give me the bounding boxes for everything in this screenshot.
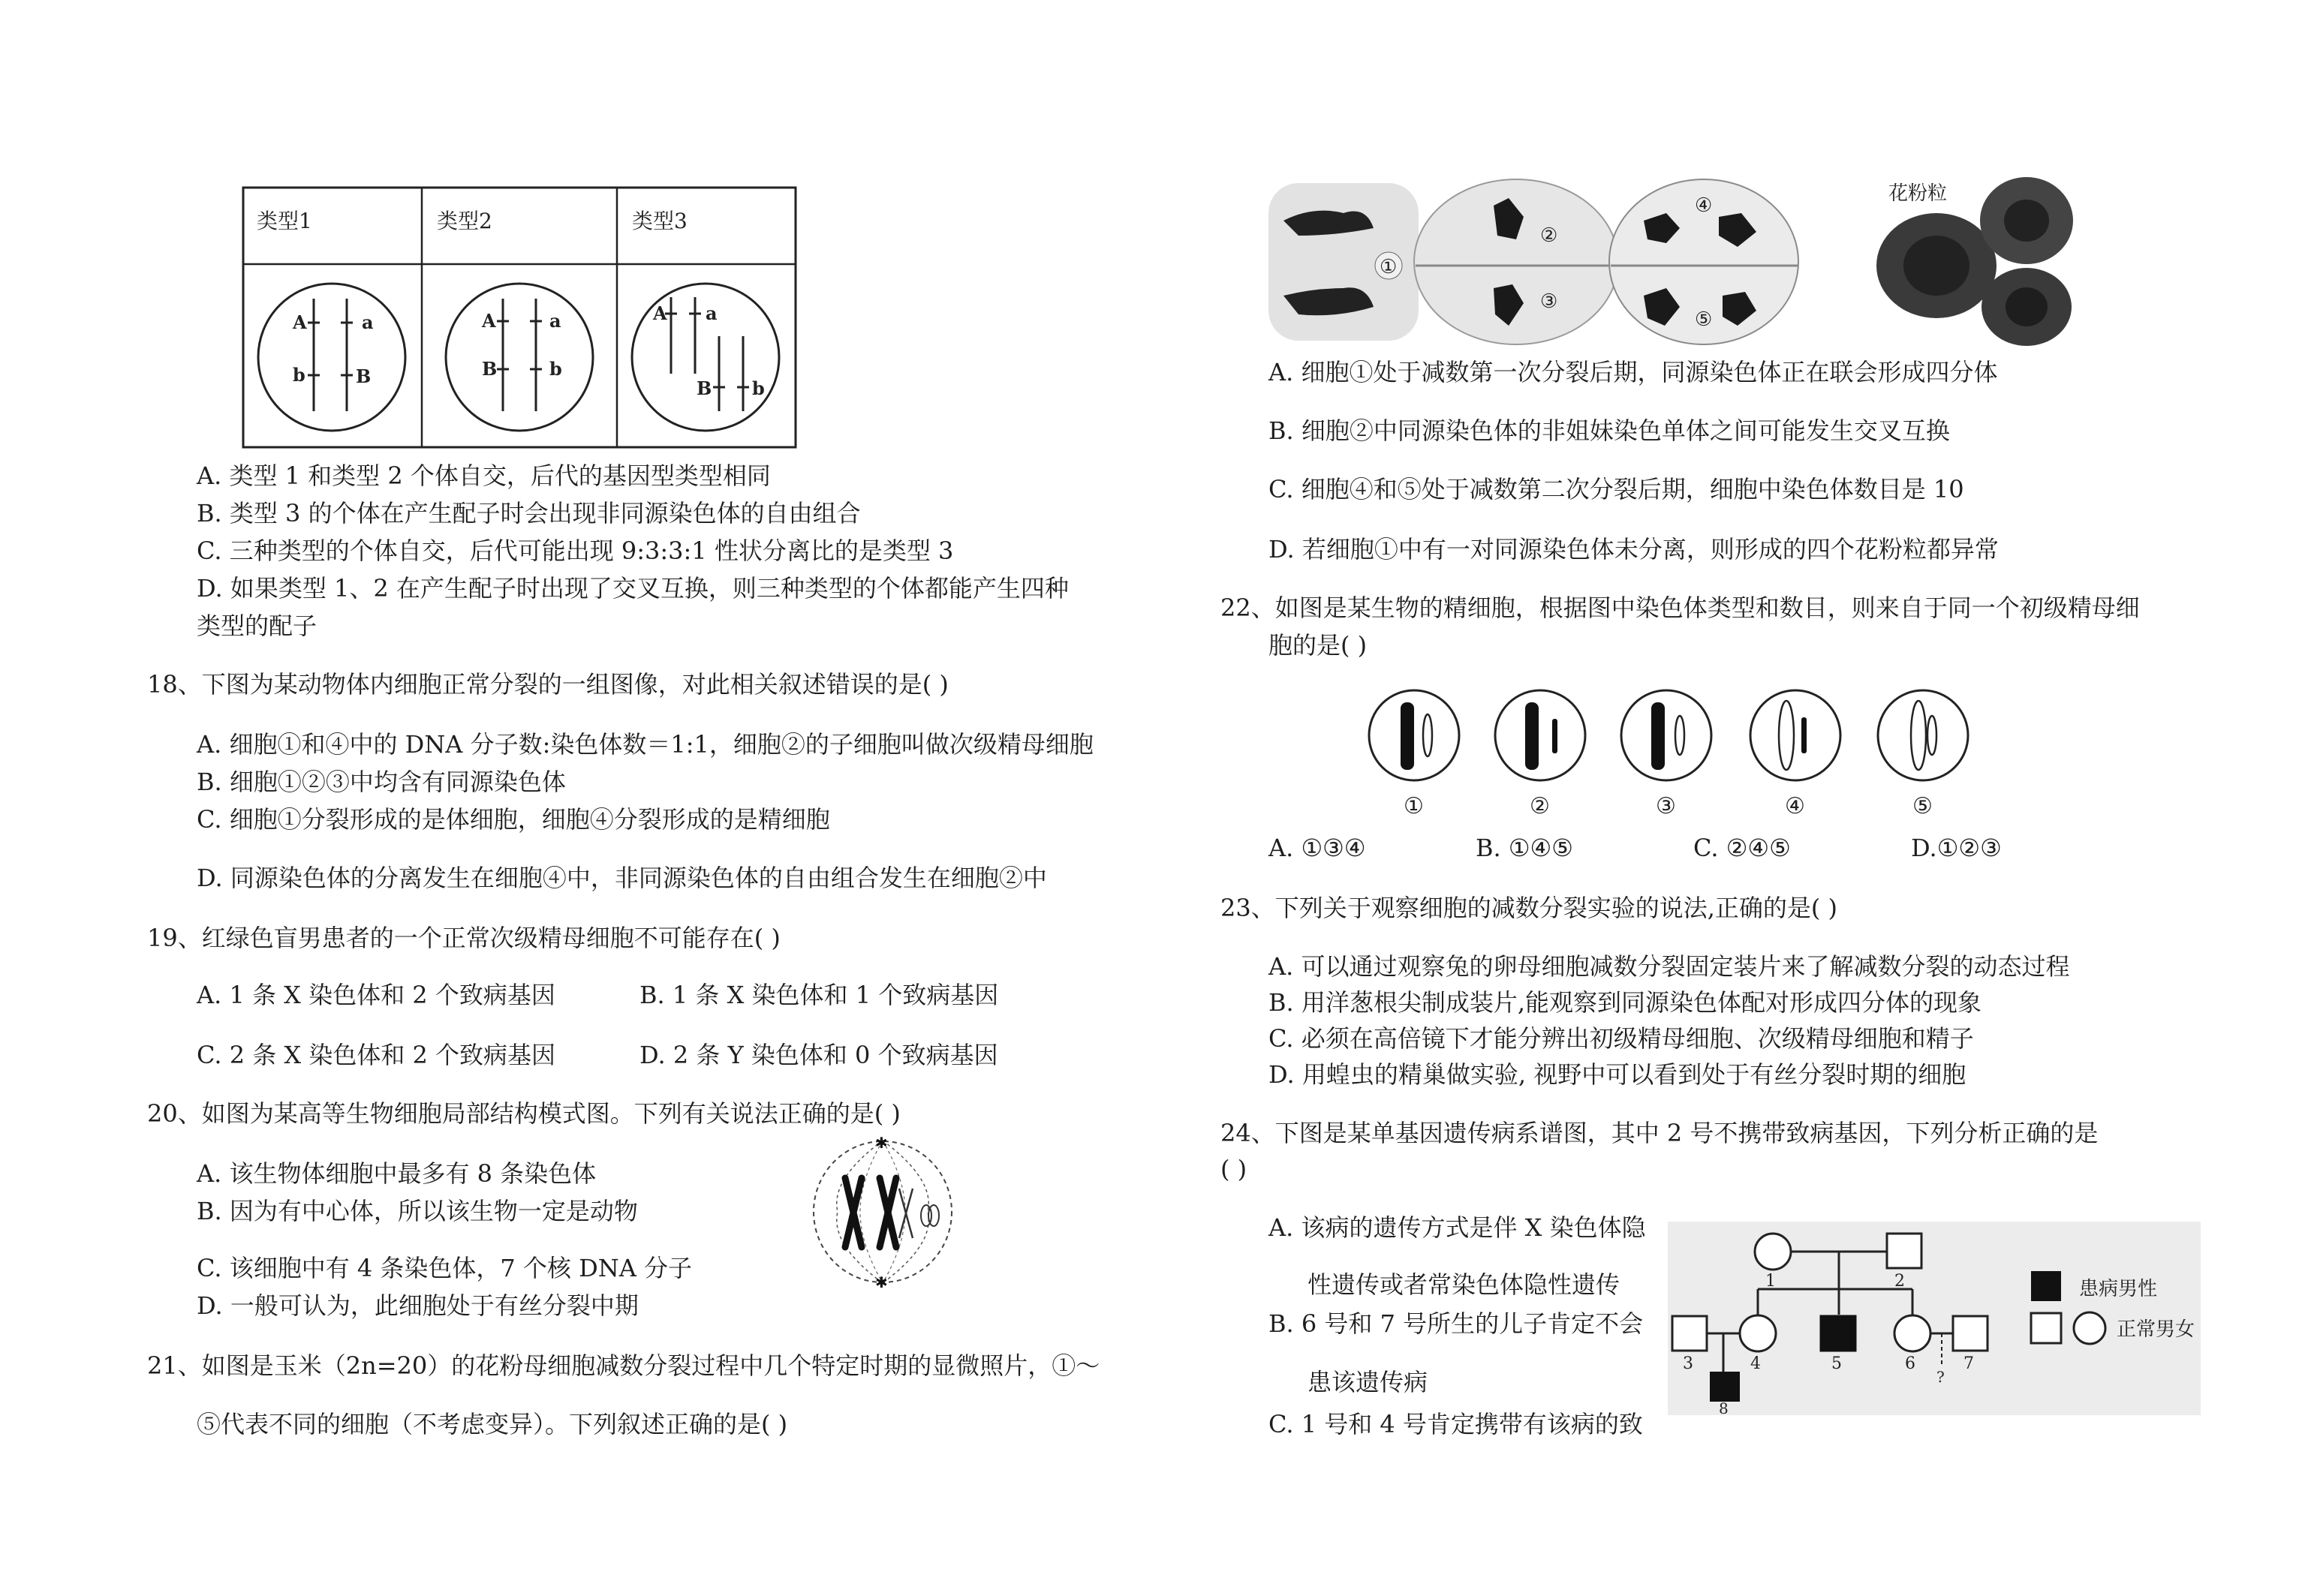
cell-label-3: ③	[1540, 290, 1558, 313]
q19-stem: 19、红绿色盲男患者的一个正常次级精母细胞不可能存在( )	[147, 924, 781, 952]
q17-genotype-figure	[242, 186, 797, 449]
q23-option-d: D. 用蝗虫的精巢做实验, 视野中可以看到处于有丝分裂时期的细胞	[1268, 1060, 1966, 1089]
q24-option-b-line1: B. 6 号和 7 号所生的儿子肯定不会	[1268, 1309, 1644, 1338]
sperm-cell-5	[1878, 690, 1968, 819]
pedigree-num-3: 3	[1683, 1354, 1693, 1373]
q24-stem-line1: 24、下图是某单基因遗传病系谱图，其中 2 号不携带致病基因，下列分析正确的是	[1220, 1119, 2099, 1147]
q18-option-d: D. 同源染色体的分离发生在细胞④中，非同源染色体的自由组合发生在细胞②中	[197, 864, 1047, 892]
q23-option-b: B. 用洋葱根尖制成装片,能观察到同源染色体配对形成四分体的现象	[1268, 988, 1982, 1017]
pedigree-unknown: ?	[1936, 1368, 1945, 1386]
type2-label: 类型2	[437, 209, 492, 233]
svg-text:a: a	[706, 302, 718, 324]
q22-option-a: A. ①③④	[1268, 834, 1366, 862]
pedigree-num-1: 1	[1765, 1272, 1776, 1291]
q19-option-c: C. 2 条 X 染色体和 2 个致病基因	[197, 1041, 556, 1069]
sperm-label-4: ④	[1785, 793, 1805, 819]
sperm-cell-4	[1750, 690, 1840, 819]
legend-normal: 正常男女	[2117, 1318, 2195, 1341]
pedigree-num-5: 5	[1831, 1354, 1842, 1373]
q21-option-a: A. 细胞①处于减数第一次分裂后期，同源染色体正在联会形成四分体	[1268, 358, 1998, 386]
q22-sperm-cells-figure	[1366, 689, 1982, 824]
svg-text:A: A	[482, 310, 496, 332]
q22-option-d: D.①②③	[1911, 834, 2002, 862]
cell-label-1: ①	[1380, 256, 1398, 278]
q17-option-c: C. 三种类型的个体自交，后代可能出现 9:3:3:1 性状分离比的是类型 3	[197, 537, 954, 565]
q18-option-a: A. 细胞①和④中的 DNA 分子数:染色体数＝1:1，细胞②的子细胞叫做次级精母细胞	[197, 730, 1094, 759]
pedigree-num-7: 7	[1963, 1354, 1974, 1373]
q20-option-d: D. 一般可认为，此细胞处于有丝分裂中期	[197, 1291, 639, 1320]
q20-option-a: A. 该生物体细胞中最多有 8 条染色体	[197, 1159, 597, 1188]
q17-option-b: B. 类型 3 的个体在产生配子时会出现非同源染色体的自由组合	[197, 499, 861, 527]
sperm-label-5: ⑤	[1912, 793, 1933, 819]
cell-label-4: ④	[1695, 194, 1713, 217]
q21-option-c: C. 细胞④和⑤处于减数第二次分裂后期，细胞中染色体数目是 10	[1268, 475, 1964, 503]
q22-stem-line2: 胞的是( )	[1268, 631, 1368, 660]
micrograph-cell-1	[1268, 183, 1419, 341]
q18-option-b: B. 细胞①②③中均含有同源染色体	[197, 768, 566, 796]
q19-option-b: B. 1 条 X 染色体和 1 个致病基因	[639, 981, 999, 1009]
q19-option-a: A. 1 条 X 染色体和 2 个致病基因	[197, 981, 555, 1009]
type1-label: 类型1	[257, 209, 312, 233]
svg-text:A: A	[653, 302, 667, 324]
q20-option-c: C. 该细胞中有 4 条染色体，7 个核 DNA 分子	[197, 1254, 693, 1282]
q20-option-b: B. 因为有中心体，所以该生物一定是动物	[197, 1197, 638, 1225]
svg-text:b: b	[293, 364, 305, 386]
q17-option-a: A. 类型 1 和类型 2 个体自交，后代的基因型类型相同	[197, 461, 771, 490]
type3-cell-diagram	[632, 284, 779, 431]
q24-option-b-line2: 患该遗传病	[1307, 1368, 1428, 1396]
pedigree-num-4: 4	[1750, 1354, 1761, 1373]
q21-option-d: D. 若细胞①中有一对同源染色体未分离，则形成的四个花粉粒都异常	[1268, 535, 1999, 564]
svg-text:✱: ✱	[875, 1273, 888, 1289]
q19-option-d: D. 2 条 Y 染色体和 0 个致病基因	[639, 1041, 998, 1069]
svg-text:A: A	[293, 311, 307, 333]
legend-affected-male: 患病男性	[2079, 1278, 2158, 1300]
svg-text:a: a	[362, 311, 374, 333]
sperm-label-2: ②	[1530, 793, 1550, 819]
q22-option-c: C. ②④⑤	[1693, 834, 1791, 862]
cell-label-2: ②	[1540, 224, 1558, 247]
sperm-cell-1	[1369, 690, 1459, 819]
sperm-label-3: ③	[1656, 793, 1676, 819]
pedigree-num-8: 8	[1719, 1399, 1729, 1415]
type3-label: 类型3	[632, 209, 688, 233]
svg-text:b: b	[752, 377, 765, 399]
q21-micrograph-figure	[1268, 176, 2079, 348]
q20-spindle-figure	[808, 1135, 958, 1289]
svg-text:B: B	[482, 358, 498, 380]
svg-text:B: B	[356, 365, 372, 387]
q23-option-a: A. 可以通过观察兔的卵母细胞减数分裂固定装片来了解减数分裂的动态过程	[1268, 952, 2070, 981]
q23-option-c: C. 必须在高倍镜下才能分辨出初级精母细胞、次级精母细胞和精子	[1268, 1024, 1974, 1053]
micrograph-pollen-grains	[1876, 177, 2073, 346]
svg-text:b: b	[549, 358, 562, 380]
cell-label-5: ⑤	[1695, 308, 1713, 331]
type2-cell-diagram	[446, 284, 593, 431]
pedigree-num-6: 6	[1905, 1354, 1915, 1373]
q24-option-a-line2: 性遗传或者常染色体隐性遗传	[1307, 1270, 1620, 1299]
q22-option-b: B. ①④⑤	[1476, 834, 1573, 862]
q21-option-b: B. 细胞②中同源染色体的非姐妹染色单体之间可能发生交叉互换	[1268, 416, 1950, 445]
micrograph-cell-4-5	[1609, 179, 1798, 344]
q20-stem: 20、如图为某高等生物细胞局部结构模式图。下列有关说法正确的是( )	[147, 1099, 901, 1128]
q24-option-c-line1: C. 1 号和 4 号肯定携带有该病的致	[1268, 1410, 1643, 1438]
q24-pedigree-chart	[1668, 1222, 2201, 1415]
sperm-cell-2	[1495, 690, 1585, 819]
sperm-label-1: ①	[1404, 793, 1424, 819]
q17-option-d-line2: 类型的配子	[197, 612, 317, 640]
sperm-cell-3	[1621, 690, 1711, 819]
svg-text:B: B	[697, 377, 712, 399]
q22-stem-line1: 22、如图是某生物的精细胞，根据图中染色体类型和数目，则来自于同一个初级精母细	[1220, 594, 2140, 622]
svg-text:a: a	[549, 310, 561, 332]
q23-stem: 23、下列关于观察细胞的减数分裂实验的说法,正确的是( )	[1220, 894, 1838, 922]
q24-option-a-line1: A. 该病的遗传方式是伴 X 染色体隐	[1268, 1213, 1646, 1242]
q18-stem: 18、下图为某动物体内细胞正常分裂的一组图像，对此相关叙述错误的是( )	[147, 670, 949, 699]
type1-cell-diagram	[258, 284, 405, 431]
micrograph-cell-2-3	[1414, 179, 1618, 344]
pollen-label: 花粉粒	[1888, 182, 1948, 205]
svg-text:✱: ✱	[875, 1135, 888, 1152]
q18-option-c: C. 细胞①分裂形成的是体细胞，细胞④分裂形成的是精细胞	[197, 805, 830, 834]
q21-stem-line2: ⑤代表不同的细胞（不考虑变异）。下列叙述正确的是( )	[197, 1410, 788, 1438]
pedigree-num-2: 2	[1894, 1272, 1905, 1291]
q17-option-d-line1: D. 如果类型 1、2 在产生配子时出现了交叉互换，则三种类型的个体都能产生四种	[197, 574, 1069, 603]
q24-stem-line2: ( )	[1220, 1155, 1247, 1183]
q21-stem-line1: 21、如图是玉米（2n=20）的花粉母细胞减数分裂过程中几个特定时期的显微照片，①～	[147, 1351, 1100, 1380]
